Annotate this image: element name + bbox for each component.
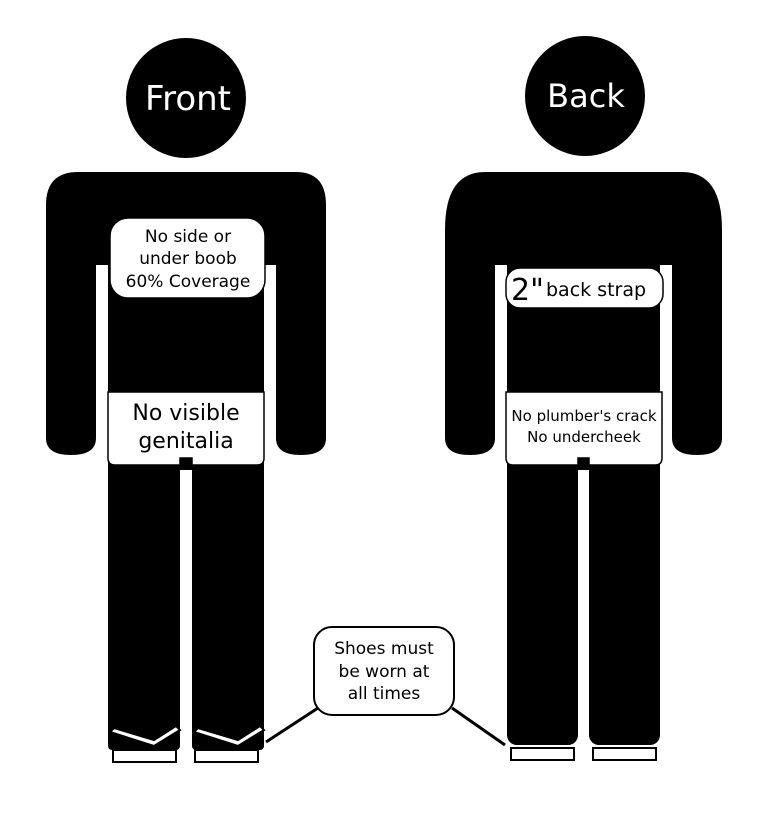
- front-chest-label-3: 60% Coverage: [125, 272, 251, 292]
- back-foot-left: [511, 748, 574, 760]
- front-head-label: Front: [145, 79, 231, 119]
- back-seat-label-2: No undercheek: [527, 428, 641, 446]
- front-leg-left: [108, 455, 180, 740]
- back-foot-right: [593, 748, 656, 760]
- back-figure: [445, 36, 722, 760]
- callout-line-2: be worn at: [338, 662, 430, 682]
- callout-line-3: all times: [347, 684, 421, 704]
- back-strap-label: back strap: [546, 279, 647, 301]
- back-seat-label-1: No plumber's crack: [511, 407, 657, 425]
- front-chest-label-2: under boob: [139, 249, 237, 269]
- back-leg-left: [507, 455, 578, 745]
- back-head-label: Back: [547, 77, 625, 115]
- front-leg-right: [192, 455, 264, 740]
- shoes-callout: [266, 627, 505, 745]
- front-groin-label-1: No visible: [132, 401, 240, 426]
- callout-pointer-left: [266, 708, 318, 742]
- back-strap-size: 2": [511, 273, 544, 308]
- front-groin-label-2: genitalia: [138, 429, 234, 454]
- front-figure: [46, 38, 326, 762]
- back-leg-right: [589, 455, 660, 745]
- front-chest-label-1: No side or: [144, 227, 232, 247]
- callout-pointer-right: [452, 708, 505, 745]
- callout-line-1: Shoes must: [334, 639, 434, 659]
